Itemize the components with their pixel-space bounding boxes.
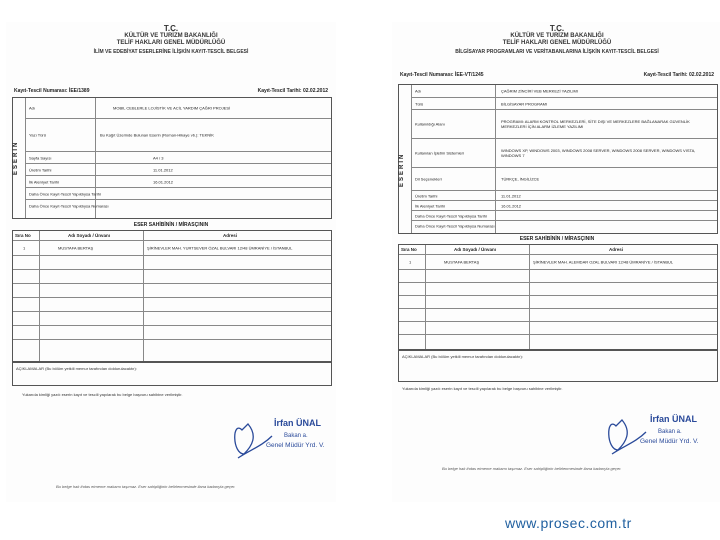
table-row: 1 MUSTAFA BERTAŞ ŞİRİNEVLER MAH. ALEMDAR OZAL BULVARI 12/48 ÜMRANİYE / İSTANBUL bbox=[399, 255, 717, 270]
notes-box bbox=[12, 362, 332, 386]
table-row: 1 MUSTAFA BERTAŞ ŞİRİNEVLER MAH. YURTSEVER ÖZAL BULVARI 12/48 ÜMRANİYE / İSTANBUL bbox=[13, 241, 331, 256]
certificate-header bbox=[392, 24, 720, 55]
header-ministry: KÜLTÜR VE TURİZM BAKANLIĞI bbox=[124, 33, 218, 39]
registration-number: Kayıt-Tescil Numarası: İEE-VT/1245 bbox=[400, 72, 484, 78]
registration-date: Kayıt-Tescil Tarihi: 02.02.2012 bbox=[643, 72, 714, 78]
svg-text:Bakan a.: Bakan a. bbox=[658, 429, 682, 435]
field-row: Üretim Tarihi 11.01.2012 bbox=[411, 191, 717, 201]
owner-table: Sıra No Adı Soyadı / Ünvanı Adresi 1 MUSTAFA BERTAŞ ŞİRİNEVLER MAH. ALEMDAR OZAL BULVARI 12/48 ÜMRANİYE / İSTANBUL bbox=[398, 244, 718, 350]
footer-note: Bu belge hak ihdas etmeme makamı taşımaz. Eser sahipliğinin belirlenmesinde ilana kadarıyla geçer. bbox=[442, 466, 622, 471]
field-row: Üretim Tarihi 11.01.2012 bbox=[25, 164, 331, 176]
official-stamp bbox=[228, 410, 332, 464]
owner-section-title: ESER SAHİBİNİN / MİRASÇININ bbox=[519, 236, 595, 242]
certificate-software bbox=[392, 22, 720, 502]
owner-table: Sıra No Adı Soyadı / Ünvanı Adresi 1 MUSTAFA BERTAŞ ŞİRİNEVLER MAH. YURTSEVER ÖZAL BULVARI 12/48 ÜMRANİYE / İSTANBUL bbox=[12, 230, 332, 362]
field-row: İlk Alenîyet Tarihi 16.01.2012 bbox=[25, 176, 331, 188]
registration-date: Kayıt-Tescil Tarihi: 02.02.2012 bbox=[257, 88, 328, 94]
field-row: İlk Alenîyet Tarihi 16.01.2012 bbox=[411, 201, 717, 211]
field-row: Daha Önce Kayıt-Tescil Yapıldıysa Tarihi bbox=[25, 188, 331, 200]
official-stamp bbox=[602, 406, 706, 460]
svg-text:Genel Müdür Yrd. V.: Genel Müdür Yrd. V. bbox=[266, 442, 325, 449]
field-row: Adı ÇAĞRIM ZİNCİRİ VEB MERKEZİ YAZILIMI bbox=[411, 85, 717, 98]
header-certificate-type: İLİM VE EDEBİYAT ESERLERİNE İLİŞKİN KAYIT-TESCİL BELGESİ bbox=[93, 49, 249, 55]
field-row: Yazı Türü Bu Kağıt Üzerinde Bulunan Eserin (Roman-Hikaye vb.): TEKNİK bbox=[25, 119, 331, 152]
issued-note: Yukarıda kimliği yazılı eserin kayıt ve tescili yapılarak bu belge başvuru sahibine verilmiştir. bbox=[22, 392, 183, 397]
notes-label: AÇIKLAMALAR (Bu bölüm yetkili memur tarafından doldurulacaktır): bbox=[402, 354, 523, 359]
svg-text:Bakan a.: Bakan a. bbox=[284, 433, 308, 439]
header-certificate-type: BİLGİSAYAR PROGRAMLARI VE VERİTABANLARINA İLİŞKİN KAYIT-TESCİL BELGESİ bbox=[455, 49, 659, 55]
header-tc: T.C. bbox=[549, 24, 565, 33]
issued-note: Yukarıda kimliği yazılı eserin kayıt ve tescili yapılarak bu belge başvuru sahibine verilmiştir. bbox=[402, 386, 563, 391]
svg-text:İrfan ÜNAL: İrfan ÜNAL bbox=[650, 414, 697, 424]
notes-label: AÇIKLAMALAR (Bu bölüm yetkili memur tarafından doldurulacaktır): bbox=[16, 366, 137, 371]
header-directorate: TELİF HAKLARI GENEL MÜDÜRLÜĞÜ bbox=[502, 40, 612, 46]
notes-box bbox=[398, 350, 718, 382]
field-row: Daha Önce Kayıt-Tescil Yapıldıysa Tarihi bbox=[411, 211, 717, 221]
svg-text:Genel Müdür Yrd. V.: Genel Müdür Yrd. V. bbox=[640, 438, 699, 445]
side-label: ESERİN bbox=[13, 140, 19, 176]
work-info-table bbox=[12, 97, 332, 219]
field-row: Kullanılan İşletim Sistemleri WINDOWS XP, WINDOWS 2003, WINDOWS 2008 SERVER, WINDOWS 2008 SERVER, WINDOWS VISTA, WINDOWS 7 bbox=[411, 139, 717, 168]
field-row: Sayfa Sayısı A4 / 3 bbox=[25, 152, 331, 164]
field-row: Türü BİLGİSAYAR PROGRAMI bbox=[411, 98, 717, 110]
registration-number: Kayıt-Tescil Numarası: İEE/1389 bbox=[14, 88, 90, 94]
side-label: ESERİN bbox=[399, 152, 405, 188]
footer-note: Bu belge hak ihdas etmeme makamı taşımaz. Eser sahipliğinin belirlenmesinde ilana kadarıyla geçer. bbox=[56, 484, 236, 489]
field-row: Kullanıldığı Alanı PROGRAMI: ALARM KONTROL MERKEZLERİ, SİTE DIŞI VE MERKEZLERE BAĞLANARAK GÜVENLİK MERKEZLERİ İÇİN ALARM İZLEME YAZILIMI bbox=[411, 110, 717, 139]
field-row: Dil Seçenekleri TÜRKÇE, İNGİLİZCE bbox=[411, 168, 717, 191]
field-row: Daha Önce Kayıt-Tescil Yapıldıysa Numarası bbox=[29, 203, 109, 208]
website-url[interactable]: www.prosec.com.tr bbox=[505, 515, 632, 531]
header-ministry: KÜLTÜR VE TURİZM BAKANLIĞI bbox=[510, 33, 604, 39]
svg-text:İrfan ÜNAL: İrfan ÜNAL bbox=[274, 418, 321, 428]
header-tc: T.C. bbox=[163, 24, 179, 33]
certificate-header bbox=[6, 24, 336, 55]
owner-section-title: ESER SAHİBİNİN / MİRASÇININ bbox=[133, 222, 209, 228]
work-info-table bbox=[398, 84, 718, 234]
field-row: Adı MOBIL CEBLERLE LOJİSTİK VE ACİL YARDIM ÇAĞRI PROJESİ bbox=[25, 98, 331, 119]
header-directorate: TELİF HAKLARI GENEL MÜDÜRLÜĞÜ bbox=[116, 40, 226, 46]
field-row: Daha Önce Kayıt-Tescil Yapıldıysa Numarası bbox=[415, 223, 495, 229]
certificate-literary bbox=[6, 22, 336, 502]
